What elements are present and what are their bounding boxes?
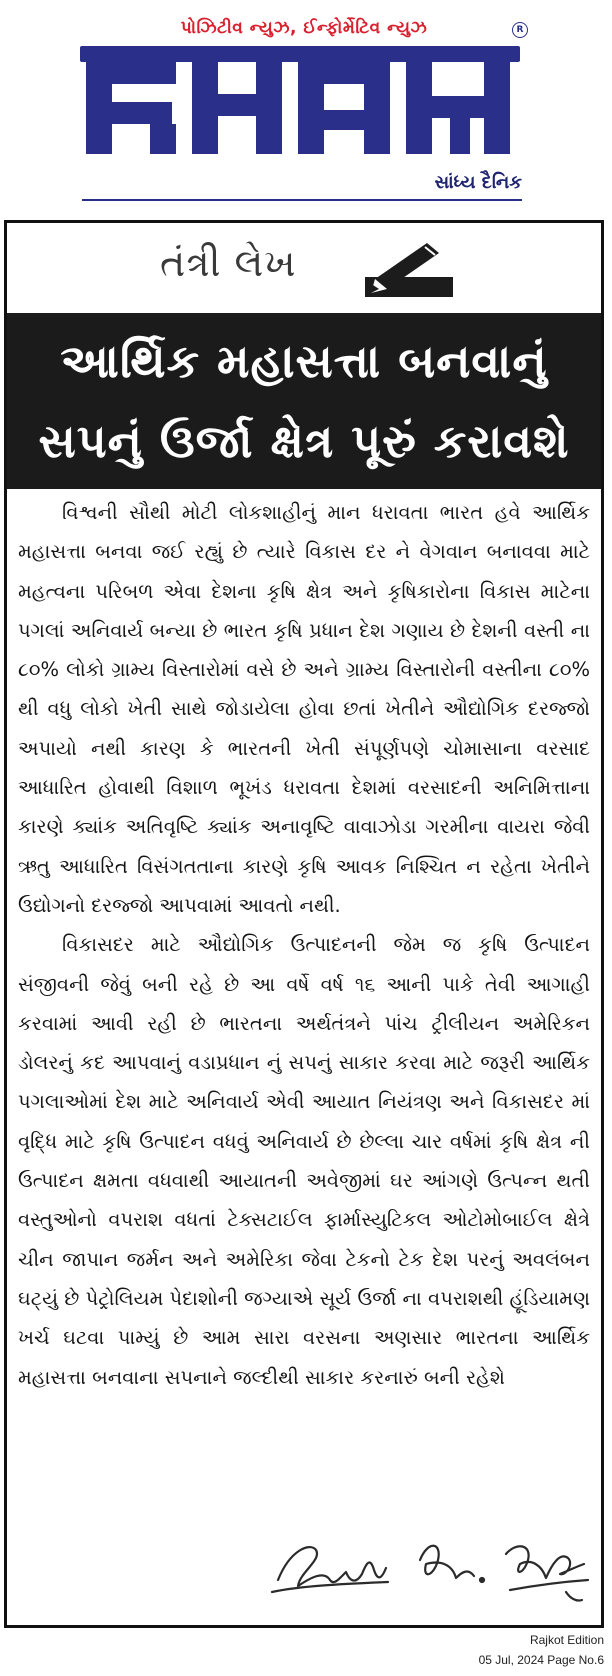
headline [7,313,601,489]
headline-line-2: સપનું ઉર્જા ક્ષેત્ર પૂરું કરાવશે [38,414,570,468]
pen-writing-icon [365,239,455,299]
headline-line-1: આર્થિક મહાસત્તા બનવાનું [60,334,548,388]
masthead-subtitle: સાંધ્ય દૈનિક [434,172,522,193]
section-label [160,235,460,300]
footer-edition: Rajkot Edition [529,1633,604,1647]
article-paragraph-1: વિશ્વની સૌથી મોટી લોકશાહીનું માન ધરાવતા ભારત હવે આર્થિક મહાસત્તા બનવા જઈ રહ્યું છે ત્યારે વિકાસ દર ને વેગવાન બનાવવા માટે મહત્વના પરિબળ એવા દેશના કૃષિ ક્ષેત્ર અને કૃષિકારોના વિકાસ માટેના પગલાં અનિવાર્ય બન્યા છે ભારત કૃષિ પ્રધાન દેશ ગણાય છે દેશની વસ્તી ના ૮૦% લોકો ગ્રામ્ય વિસ્તારોમાં વસે છે અને ગ્રામ્ય વિસ્તારોની વસ્તીના ૮૦% થી વધુ લોકો ખેતી સાથે જોડાયેલા હોવા છતાં ખેતીને ઔદ્યોગિક દરજ્જો અપાયો નથી કારણ કે ભારતની ખેતી સંપૂર્ણપણે ચોમાસાના વરસાદ આધારિત હોવાથી વિશાળ ભૂખંડ ધરાવતા દેશમાં વરસાદની અનિમિત્તાના કારણે ક્યાંક અતિવૃષ્ટિ ક્યાંક અનાવૃષ્ટિ વાવાઝોડા ગરમીના વાયરા જેવી ઋતુ આધારિત વિસંગતતાના કારણે કૃષિ આવક નિશ્ચિત ન રહેતા ખેતીને ઉદ્યોગનો દરજ્જો આપવામાં આવતો નથી. [18,501,590,917]
article-body [18,493,590,1397]
masthead-tagline: પોઝિટીવ ન્યુઝ, ઈન્ફોર્મેટિવ ન્યુઝ [180,18,428,38]
masthead-subtitle-row [82,170,522,200]
section-label-text: તંત્રી લેખ [160,241,297,285]
article-paragraph-2: વિકાસદર માટે ઔદ્યોગિક ઉત્પાદનની જેમ જ કૃષિ ઉત્પાદન સંજીવની જેવું બની રહે છે આ વર્ષે વર્ષ ૧૬ આની પાકે તેવી આગાહી કરવામાં આવી રહી છે ભારતના અર્થતંત્રને પાંચ ટ્રીલીયન અમેરિકન ડોલરનું કદ આપવાનું વડાપ્રધાન નું સપનું સાકાર કરવા માટે જરૂરી આર્થિક પગલાઓમાં દેશ માટે અનિવાર્ય એવી આયાત નિયંત્રણ અને વિકાસદર માં વૃદ્ધિ માટે કૃષિ ઉત્પાદન વધવું અનિવાર્ય છે છેલ્લા ચાર વર્ષમાં કૃષિ ક્ષેત્ર ની ઉત્પાદન ક્ષમતા વધવાથી આયાતની અવેજીમાં ઘર આંગણે ઉત્પન્ન થતી વસ્તુઓનો વપરાશ વધતાં ટેક્સટાઈલ ફાર્માસ્યુટિકલ ઓટોમોબાઈલ ક્ષેત્રે ચીન જાપાન જર્મન અને અમેરિકા જેવા ટેકનો ટેક દેશ પરનું અવલંબન ઘટ્યું છે પેટ્રોલિયમ પેદાશોની જગ્યાએ સૂર્ય ઉર્જા ના વપરાશથી હૂંડિયામણ ખર્ચ ઘટવા પામ્યું છે આમ સારા વરસના અણસાર ભારતના આર્થિક મહાસત્તા બનવાના સપનાને જલ્દીથી સાકાર કરનારું બની રહેશે [18,933,590,1389]
masthead-underline [82,199,522,201]
handwritten-signature [270,1520,590,1610]
masthead [0,0,612,210]
footer-date-page: 05 Jul, 2024 Page No.6 [478,1653,604,1667]
newspaper-logo [80,44,520,164]
page-footer [479,1630,604,1670]
registered-mark-icon: R [512,22,528,38]
